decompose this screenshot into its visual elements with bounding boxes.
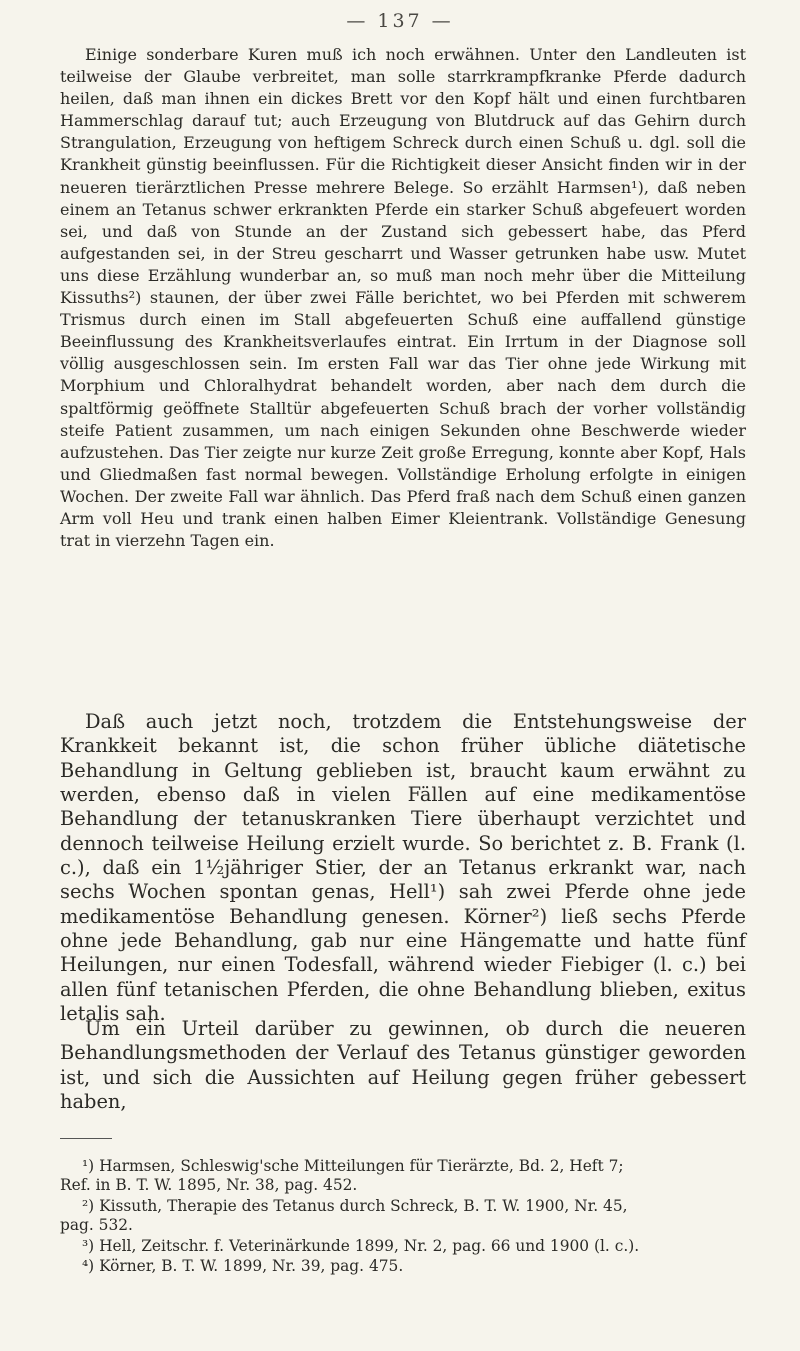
footnote-3	[60, 1237, 746, 1256]
footnote-divider	[60, 1138, 112, 1139]
paragraph-urteil: Um ein Urteil darüber zu gewinnen, ob durch die neueren Behandlungsmethoden der Verlauf des Tetanus günstiger geworden ist, und sich die Aussichten auf Heilung gegen früher gebessert haben,	[60, 1017, 746, 1114]
footnote-2-line2: pag. 532.	[60, 1216, 133, 1235]
paragraph-diaetetische-behandlung: Daß auch jetzt noch, trotzdem die Entstehungsweise der Krankkeit bekannt ist, die schon früher übliche diätetische Behandlung in Geltung geblieben ist, braucht kaum erwähnt zu werden, ebenso daß in vielen Fällen auf eine medikamentöse Behandlung der tetanuskranken Tiere überhaupt verzichtet und dennoch teilweise Heilung erzielt wurde. So berichtet z. B. Frank (l. c.), daß ein 1½jähriger Stier, der an Tetanus erkrankt war, nach sechs Wochen spontan genas, Hell¹) sah zwei Pferde ohne jede medikamentöse Behandlung genesen. Körner²) ließ sechs Pferde ohne jede Behandlung, gab nur eine Hängematte und hatte fünf Heilungen, nur einen Todesfall, während wieder Fiebiger (l. c.) bei allen fünf tetanischen Pferden, die ohne Behandlung blieben, exitus letalis sah.	[60, 710, 746, 1026]
footnote-1-line2: Ref. in B. T. W. 1895, Nr. 38, pag. 452.	[60, 1176, 358, 1195]
footnote-4	[60, 1257, 746, 1276]
footnote-1	[60, 1157, 746, 1196]
footnote-3-line1: ³) Hell, Zeitschr. f. Veterinärkunde 1899, Nr. 2, pag. 66 und 1900 (l. c.).	[82, 1237, 640, 1255]
footnote-2-line1: ²) Kissuth, Therapie des Tetanus durch Schreck, B. T. W. 1900, Nr. 45,	[82, 1197, 628, 1215]
page-number: — 137 —	[346, 10, 454, 32]
footnote-2	[60, 1197, 746, 1236]
paragraph-sonderbare-kuren: Einige sonderbare Kuren muß ich noch erwähnen. Unter den Landleuten ist teilweise der Glaube verbreitet, man solle starrkrampfkranke Pferde dadurch heilen, daß man ihnen ein dickes Brett vor den Kopf hält und einen furchtbaren Hammerschlag darauf tut; auch Erzeugung von Blutdruck auf das Gehirn durch Strangulation, Erzeugung von heftigem Schreck durch einen Schuß u. dgl. soll die Krankheit günstig beeinflussen. Für die Richtigkeit dieser Ansicht finden wir in der neueren tierärztlichen Presse mehrere Belege. So erzählt Harmsen¹), daß neben einem an Tetanus schwer erkrankten Pferde ein starker Schuß abgefeuert worden sei, und daß von Stunde an der Zustand sich gebessert habe, das Pferd aufgestanden sei, in der Streu gescharrt und Wasser getrunken habe usw. Mutet uns diese Erzählung wunderbar an, so muß man noch mehr über die Mitteilung Kissuths²) staunen, der über zwei Fälle berichtet, wo bei Pferden mit schwerem Trismus durch einen im Stall abgefeuerten Schuß eine auffallend günstige Beeinflussung des Krankheitsverlaufes eintrat. Ein Irrtum in der Diagnose soll völlig ausgeschlossen sein. Im ersten Fall war das Tier ohne jede Wirkung mit Morphium und Chloralhydrat behandelt worden, aber nach dem durch die spaltförmig geöffnete Stalltür abgefeuerten Schuß brach der vorher vollständig steife Patient zusammen, um nach einigen Sekunden ohne Beschwerde wieder aufzustehen. Das Tier zeigte nur kurze Zeit große Erregung, konnte aber Kopf, Hals und Gliedmaßen fast normal bewegen. Vollständige Erholung erfolgte in einigen Wochen. Der zweite Fall war ähnlich. Das Pferd fraß nach dem Schuß einen ganzen Arm voll Heu und trank einen halben Eimer Kleientrank. Vollständige Genesung trat in vierzehn Tagen ein.	[60, 45, 746, 551]
footnote-1-line1: ¹) Harmsen, Schleswig'sche Mitteilungen für Tierärzte, Bd. 2, Heft 7;	[82, 1157, 624, 1175]
footnote-4-line1: ⁴) Körner, B. T. W. 1899, Nr. 39, pag. 475.	[82, 1257, 404, 1275]
